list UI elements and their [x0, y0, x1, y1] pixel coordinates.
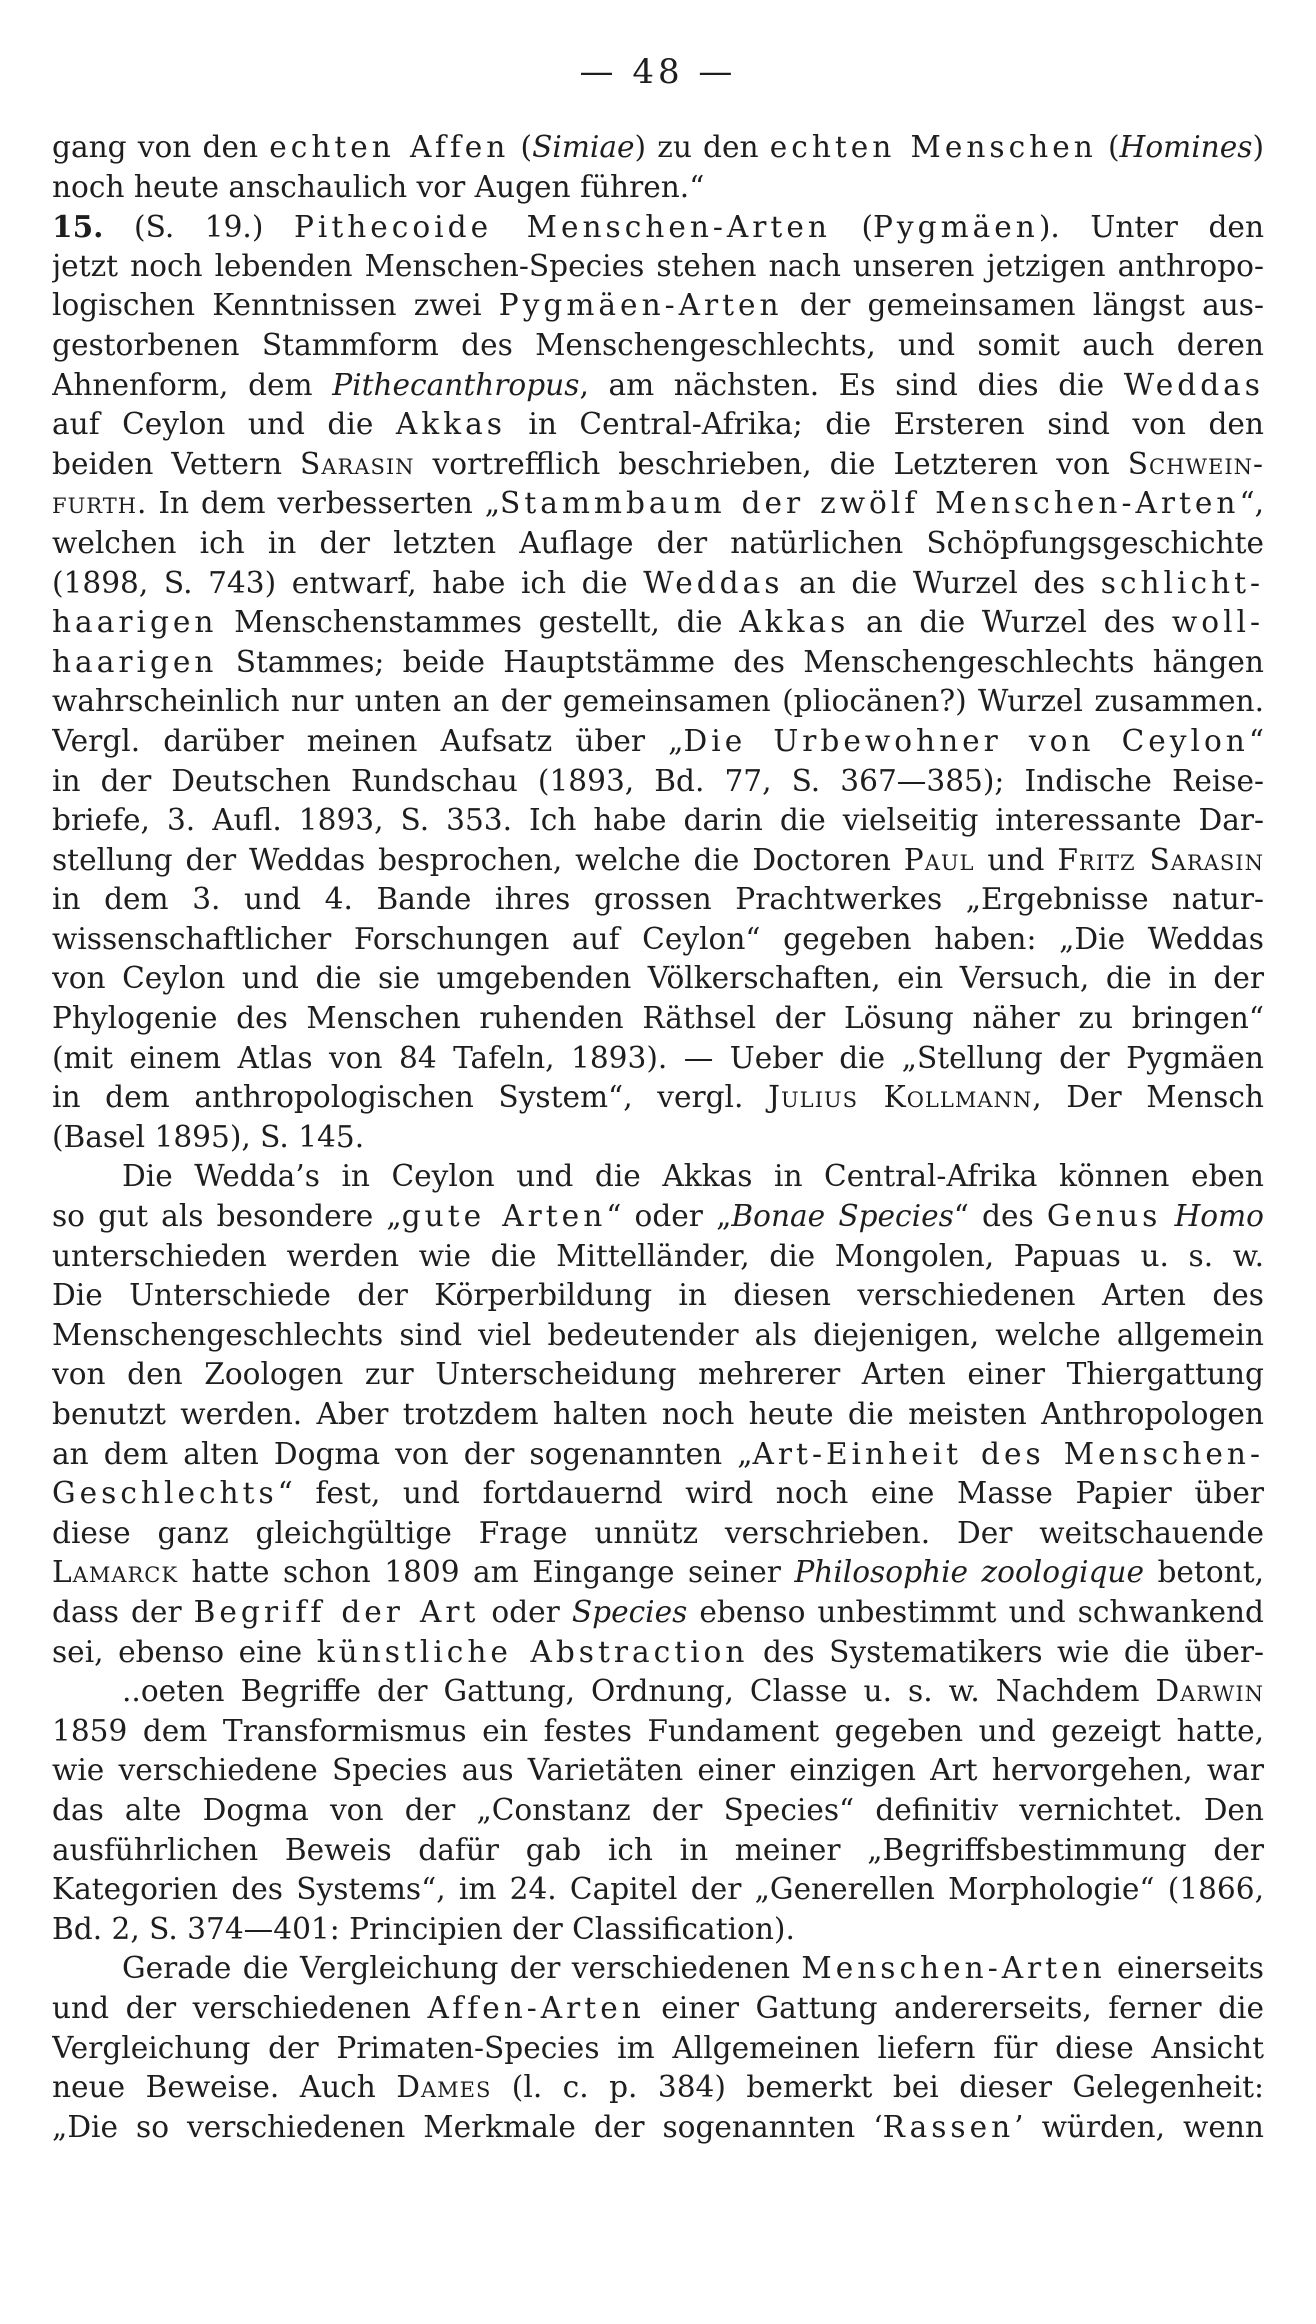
spaced-emphasis: Stammbaum der zwölf Menschen-Arten [500, 486, 1240, 521]
text-line [52, 2108, 1264, 2148]
text-line [52, 1237, 1264, 1277]
italic-term: Simiae [532, 130, 635, 164]
text-run: (1898, S. 743) entwarf, habe ich die [52, 565, 644, 600]
text-line [52, 643, 1264, 683]
author-name: Lamarck [52, 1555, 179, 1590]
body-text [52, 128, 1264, 2147]
text-line [52, 959, 1264, 999]
text-run: Menschenstammes gestellt, die [217, 605, 740, 640]
text-line [52, 1553, 1264, 1593]
text-run: wie verschiedene Species aus Varietäten einer einzigen Art hervorgehen, war [52, 1753, 1264, 1788]
text-run: briefe, 3. Aufl. 1893, S. 353. Ich habe darin die vielseitig interessante Dar- [52, 803, 1264, 838]
text-run: und der verschiedenen [52, 1990, 428, 2025]
text-run: . In dem verbesserten „ [137, 486, 501, 521]
text-run: “ [1248, 723, 1264, 758]
text-run: von Ceylon und die sie umgebenden Völkerschaften, ein Versuch, die in der [52, 961, 1264, 996]
text-run: , am nächsten. Es sind dies die [579, 367, 1124, 402]
text-line [52, 880, 1264, 920]
author-name: Dames [396, 2070, 492, 2105]
text-run: (S. 19.) [103, 210, 294, 245]
text-line [52, 999, 1264, 1039]
text-run: „Die so verschiedenen Merkmale der sogenannten ‘ [52, 2109, 883, 2144]
text-run: in der Deutschen Rundschau (1893, Bd. 77, S. 367—385); Indische Reise- [52, 763, 1264, 798]
italic-term: Homo [1174, 1199, 1264, 1234]
italic-term: Bonae Species [731, 1199, 954, 1234]
text-run: gang von den [52, 130, 270, 164]
spaced-emphasis: Affen-Arten [427, 1990, 645, 2025]
text-run: Stammes; beide Hauptstämme des Menschengeschlechts hängen [217, 644, 1264, 679]
text-run: Menschengeschlechts sind viel bedeutender als diejenigen, welche allgemein [52, 1317, 1264, 1352]
spaced-emphasis: haarigen [52, 644, 218, 679]
text-run: stellung der Weddas besprochen, welche die Doctoren [52, 842, 904, 877]
text-run: jetzt noch lebenden Menschen-Species stehen nach unseren jetzigen anthropo- [52, 248, 1264, 283]
text-run: beiden Vettern [52, 446, 301, 481]
text-line [52, 128, 1264, 168]
text-run: (mit einem Atlas von 84 Tafeln, 1893). — Ueber die „Stellung der Pygmäen [52, 1040, 1264, 1075]
text-run: Phylogenie des Menschen ruhenden Räthsel der Lösung näher zu bringen“ [52, 1001, 1264, 1036]
text-run: logischen Kenntnissen zwei [52, 288, 499, 323]
text-run: ) [1252, 130, 1264, 164]
text-run: noch heute anschaulich vor Augen führen.“ [52, 169, 705, 204]
text-run: ( [830, 210, 874, 245]
text-run: in dem 3. und 4. Bande ihres grossen Prachtwerkes „Ergebnisse natur- [52, 882, 1264, 917]
text-run: benutzt werden. Aber trotzdem halten noch heute die meisten Anthropologen [52, 1397, 1264, 1431]
author-name: Paul [903, 842, 975, 877]
text-run: ..oeten Begriffe der Gattung, Ordnung, Classe u. s. w. Nachdem [122, 1674, 1156, 1709]
text-run: in dem anthropologischen System“, vergl. [52, 1080, 769, 1115]
text-run: Die Unterschiede der Körperbildung in diesen verschiedenen Arten des [52, 1278, 1264, 1313]
text-run: neue Beweise. Auch [52, 2070, 397, 2105]
text-line [52, 1712, 1264, 1752]
text-run: ausführlichen Beweis dafür gab ich in meiner „Begriffsbestimmung der [52, 1832, 1264, 1867]
text-line [52, 2029, 1264, 2069]
text-run: Bd. 2, S. 374—401: Principien der Classification). [52, 1911, 795, 1946]
text-line [52, 1435, 1264, 1475]
italic-term: Species [571, 1594, 688, 1629]
text-line [52, 1989, 1264, 2029]
text-line [52, 920, 1264, 960]
text-line [52, 405, 1264, 445]
text-run: ’ würden, wenn [1014, 2109, 1264, 2144]
author-name: Schwein- [1127, 446, 1264, 481]
text-run: ( [1096, 130, 1120, 164]
text-line [52, 366, 1264, 406]
text-line [52, 682, 1264, 722]
text-line [52, 445, 1264, 485]
text-run: einerseits [1105, 1951, 1264, 1986]
text-line [52, 1118, 1264, 1158]
text-line [52, 1593, 1264, 1633]
author-name: furth [52, 486, 138, 521]
text-run: des Systematikers wie die über- [748, 1634, 1264, 1669]
italic-term: Philosophie zoologique [794, 1555, 1144, 1590]
italic-term: Pithecanthropus [332, 367, 580, 402]
text-run: unterschieden werden wie die Mittelländer, die Mongolen, Papuas u. s. w. [52, 1238, 1264, 1273]
spaced-emphasis: Geschlechts [52, 1476, 278, 1511]
text-run: an die Wurzel des [849, 605, 1172, 640]
text-run: an die Wurzel des [783, 565, 1101, 600]
text-run: hatte schon 1809 am Eingange seiner [178, 1555, 795, 1590]
text-run: wissenschaftlicher Forschungen auf Ceylon“ gegeben haben: „Die Weddas [52, 921, 1264, 956]
text-line [52, 1316, 1264, 1356]
text-line [52, 286, 1264, 326]
text-line [52, 603, 1264, 643]
text-run: von den Zoologen zur Unterscheidung mehrerer Arten einer Thiergattung [52, 1357, 1264, 1392]
text-line [52, 564, 1264, 604]
spaced-emphasis: Weddas [1123, 367, 1264, 402]
text-line [52, 1474, 1264, 1514]
text-run: (Basel 1895), S. 145. [52, 1119, 365, 1154]
text-run: welchen ich in der letzten Auflage der natürlichen Schöpfungsgeschichte [52, 525, 1264, 560]
text-run: ). Unter den [1038, 210, 1264, 245]
text-line [52, 1751, 1264, 1791]
text-run: das alte Dogma von der „Constanz der Species“ definitiv vernichtet. Den [52, 1792, 1264, 1827]
author-name: Sarasin [300, 446, 415, 481]
text-line [52, 1949, 1264, 1989]
text-line [52, 1395, 1264, 1435]
spaced-emphasis: Genus [1046, 1199, 1162, 1234]
note-number: 15. [52, 209, 104, 245]
spaced-emphasis: Pygmäen [873, 210, 1039, 245]
spaced-emphasis: Pithecoide Menschen-Arten [293, 210, 831, 245]
author-name: Julius Kollmann [768, 1080, 1033, 1115]
text-line [52, 1870, 1264, 1910]
text-line [52, 247, 1264, 287]
text-line [52, 1791, 1264, 1831]
text-run: Vergl. darüber meinen Aufsatz über „ [52, 723, 684, 758]
text-run: “ fest, und fortdauernd wird noch eine Masse Papier über [277, 1476, 1264, 1511]
text-line [52, 1157, 1264, 1197]
spaced-emphasis: echten Menschen [769, 130, 1097, 164]
text-run: und [974, 842, 1058, 877]
text-run: Kategorien des Systems“, im 24. Capitel der „Generellen Morphologie“ (1866, [52, 1872, 1264, 1907]
text-run: dass der [52, 1594, 194, 1629]
text-run [1161, 1199, 1174, 1233]
text-line [52, 1831, 1264, 1871]
spaced-emphasis: haarigen [52, 605, 218, 640]
text-line [52, 1910, 1264, 1950]
text-line [52, 326, 1264, 366]
text-line [52, 1514, 1264, 1554]
author-name: Fritz Sarasin [1057, 842, 1264, 877]
text-run: “ des [953, 1199, 1047, 1234]
text-run: Die Wedda’s in Ceylon und die Akkas in Central-Afrika können eben [122, 1159, 1264, 1194]
author-name: Darwin [1155, 1674, 1264, 1709]
spaced-emphasis: Art-Einheit des Menschen- [752, 1436, 1264, 1471]
text-line [52, 841, 1264, 881]
text-line [52, 801, 1264, 841]
spaced-emphasis: Die Urbewohner von Ceylon [683, 723, 1249, 758]
text-run: ebenso unbestimmt und schwankend [687, 1594, 1264, 1629]
spaced-emphasis: woll- [1171, 605, 1264, 640]
text-run: Ahnenform, dem [52, 367, 333, 402]
spaced-emphasis: künstliche Abstraction [316, 1634, 749, 1669]
italic-term: Homines [1119, 130, 1253, 164]
spaced-emphasis: Akkas [395, 407, 506, 442]
text-run: einer Gattung andererseits, ferner die [644, 1990, 1264, 2025]
text-run: , Der Mensch [1032, 1080, 1264, 1115]
text-line [52, 1355, 1264, 1395]
text-line [52, 1633, 1264, 1673]
text-line [52, 484, 1264, 524]
spaced-emphasis: Begriff der Art [193, 1594, 480, 1629]
text-run: “, [1239, 486, 1264, 521]
text-run: Vergleichung der Primaten-Species im Allgemeinen liefern für diese Ansicht [52, 2030, 1264, 2065]
text-run: diese ganz gleichgültige Frage unnütz verschrieben. Der weitschauende [52, 1515, 1264, 1550]
text-run: gestorbenen Stammform des Menschengeschlechts, und somit auch deren [52, 327, 1264, 362]
spaced-emphasis: Rassen [882, 2109, 1015, 2144]
text-run: wahrscheinlich nur unten an der gemeinsamen (pliocänen?) Wurzel zusammen. [52, 684, 1264, 719]
text-line [52, 1197, 1264, 1237]
text-line [52, 2068, 1264, 2108]
spaced-emphasis: gute Arten [401, 1199, 607, 1234]
text-line [52, 1276, 1264, 1316]
spaced-emphasis: Weddas [643, 565, 784, 600]
text-run: der gemeinsamen längst aus- [782, 288, 1264, 323]
page-number: — 48 — [579, 52, 737, 92]
text-line [52, 524, 1264, 564]
spaced-emphasis: Akkas [739, 605, 850, 640]
text-line [52, 168, 1264, 208]
text-run: so gut als besondere „ [52, 1199, 402, 1234]
text-run: an dem alten Dogma von der sogenannten „ [52, 1436, 753, 1471]
text-run: betont, [1143, 1555, 1264, 1590]
text-line [52, 1078, 1264, 1118]
text-run: vortrefflich beschrieben, die Letzteren von [414, 446, 1128, 481]
text-line [52, 722, 1264, 762]
text-run: “ oder „ [606, 1199, 732, 1234]
text-line [52, 207, 1264, 247]
spaced-emphasis: echten Affen [269, 130, 510, 164]
text-line [52, 762, 1264, 802]
text-run: oder [479, 1594, 572, 1629]
text-run: ) zu den [634, 130, 770, 164]
spaced-emphasis: Menschen-Arten [801, 1951, 1106, 1986]
text-run: (l. c. p. 384) bemerkt bei dieser Gelegenheit: [491, 2070, 1264, 2105]
text-line [52, 1672, 1264, 1712]
text-run: 1859 dem Transformismus ein festes Fundament gegeben und gezeigt hatte, [52, 1713, 1264, 1748]
spaced-emphasis: schlicht- [1100, 565, 1264, 600]
text-run: auf Ceylon und die [52, 407, 396, 442]
text-line [52, 1039, 1264, 1079]
text-run: ( [509, 130, 533, 164]
text-run: sei, ebenso eine [52, 1634, 317, 1669]
text-run: Gerade die Vergleichung der verschiedenen [122, 1951, 802, 1986]
text-run: in Central-Afrika; die Ersteren sind von den [505, 407, 1264, 442]
spaced-emphasis: Pygmäen-Arten [498, 288, 783, 323]
